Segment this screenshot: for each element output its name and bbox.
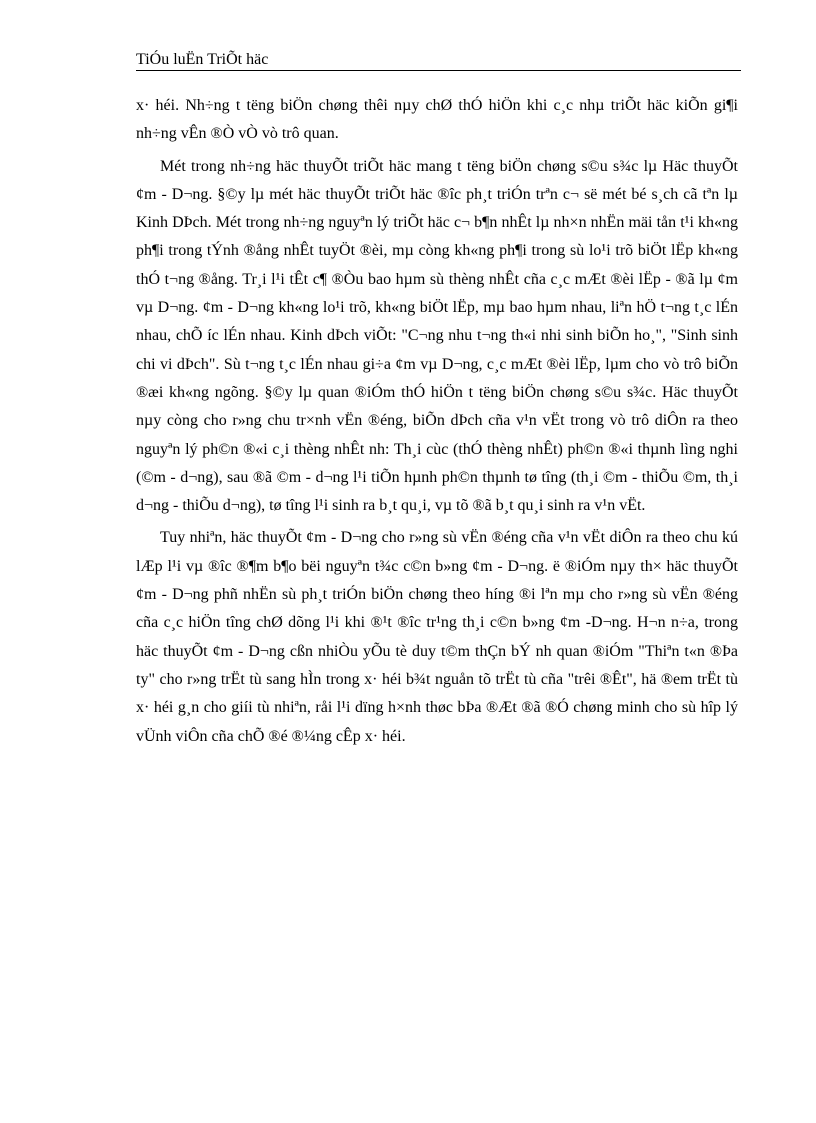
page-header	[136, 48, 741, 71]
header-title: TiÓu luËn TriÕt häc	[136, 51, 269, 68]
paragraph: Mét trong nh÷ng häc thuyÕt triÕt häc mang t tëng biÖn chøng s©u s¾c lµ Häc thuyÕt ¢m - D¬ng. §©y lµ mét häc thuyÕt triÕt häc ®îc ph¸t triÓn trªn c¬ së mét bé s¸ch cã tªn lµ Kinh DÞch. Mét trong nh÷ng nguyªn lý triÕt häc c¬ b¶n nhÊt lµ nh×n nhËn mäi tån t¹i kh«ng ph¶i trong tÝnh ®ång nhÊt tuyÖt ®èi, mµ còng kh«ng ph¶i trong sù lo¹i trõ biÖt lËp kh«ng thÓ t¬ng ®ång. Tr¸i l¹i tÊt c¶ ®Òu bao hµm sù thèng nhÊt cña c¸c mÆt ®èi lËp - ®ã lµ ¢m vµ D¬ng. ¢m - D¬ng kh«ng lo¹i trõ, kh«ng biÖt lËp, mµ bao hµm nhau, liªn hÖ t¬ng t¸c lÉn nhau, chÕ íc lÉn nhau. Kinh dÞch viÕt: "C¬ng nhu t¬ng th«i nhi sinh biÕn ho¸", "Sinh sinh chi vi dÞch". Sù t¬ng t¸c lÉn nhau gi÷a ¢m vµ D¬ng, c¸c mÆt ®èi lËp, lµm cho vò trô biÕn ®æi kh«ng ngõng. §©y lµ quan ®iÓm thÓ hiÖn t tëng biÖn chøng s©u s¾c. Häc thuyÕt nµy còng cho r»ng chu tr×nh vËn ®éng, biÕn dÞch cña v¹n vËt trong vò trô diÔn ra theo nguyªn lý ph©n ®«i c¸i thèng nhÊt nh: Th¸i cùc (thÓ thèng nhÊt) ph©n ®«i thµnh lìng nghi (©m - d¬ng), sau ®ã ©m - d¬ng l¹i tiÕn hµnh ph©n thµnh tø tîng (th¸i ©m - thiÕu ©m, th¸i d¬ng - thiÕu d¬ng), tø tîng l¹i sinh ra b¸t qu¸i, vµ tõ ®ã b¸t qu¸i sinh ra v¹n vËt.	[136, 157, 738, 515]
body-text	[136, 92, 738, 751]
paragraph: Tuy nhiªn, häc thuyÕt ¢m - D¬ng cho r»ng sù vËn ®éng cña v¹n vËt diÔn ra theo chu kú lÆp l¹i vµ ®îc ®¶m b¶o bëi nguyªn t¾c c©n b»ng ¢m - D¬ng. ë ®iÓm nµy th× häc thuyÕt ¢m - D¬ng phñ nhËn sù ph¸t triÓn biÖn chøng theo híng ®i lªn mµ cho r»ng sù vËn ®éng cña c¸c hiÖn tîng chØ dõng l¹i khi ®¹t ®îc tr¹ng th¸i c©n b»ng ¢m -D¬ng. H¬n n÷a, trong häc thuyÕt ¢m - D¬ng cßn nhiÒu yÕu tè duy t©m thÇn bÝ nh quan ®iÓm "Thiªn t«n ®Þa ty" cho r»ng trËt tù sang hÌn trong x· héi b¾t nguån tõ trËt tù cña "trêi ®Êt", hä ®em trËt tù x· héi g¸n cho giíi tù nhiªn, råi l¹i dïng h×nh thøc bÞa ®Æt ®ã ®Ó chøng minh cho sù hîp lý vÜnh viÔn cña chÕ ®é ®¼ng cÊp x· héi.	[136, 529, 738, 745]
paragraph: x· héi. Nh÷ng t tëng biÖn chøng thêi nµy chØ thÓ hiÖn khi c¸c nhµ triÕt häc kiÕn gi¶i nh÷ng vÊn ®Ò vÒ vò trô quan.	[136, 97, 738, 143]
